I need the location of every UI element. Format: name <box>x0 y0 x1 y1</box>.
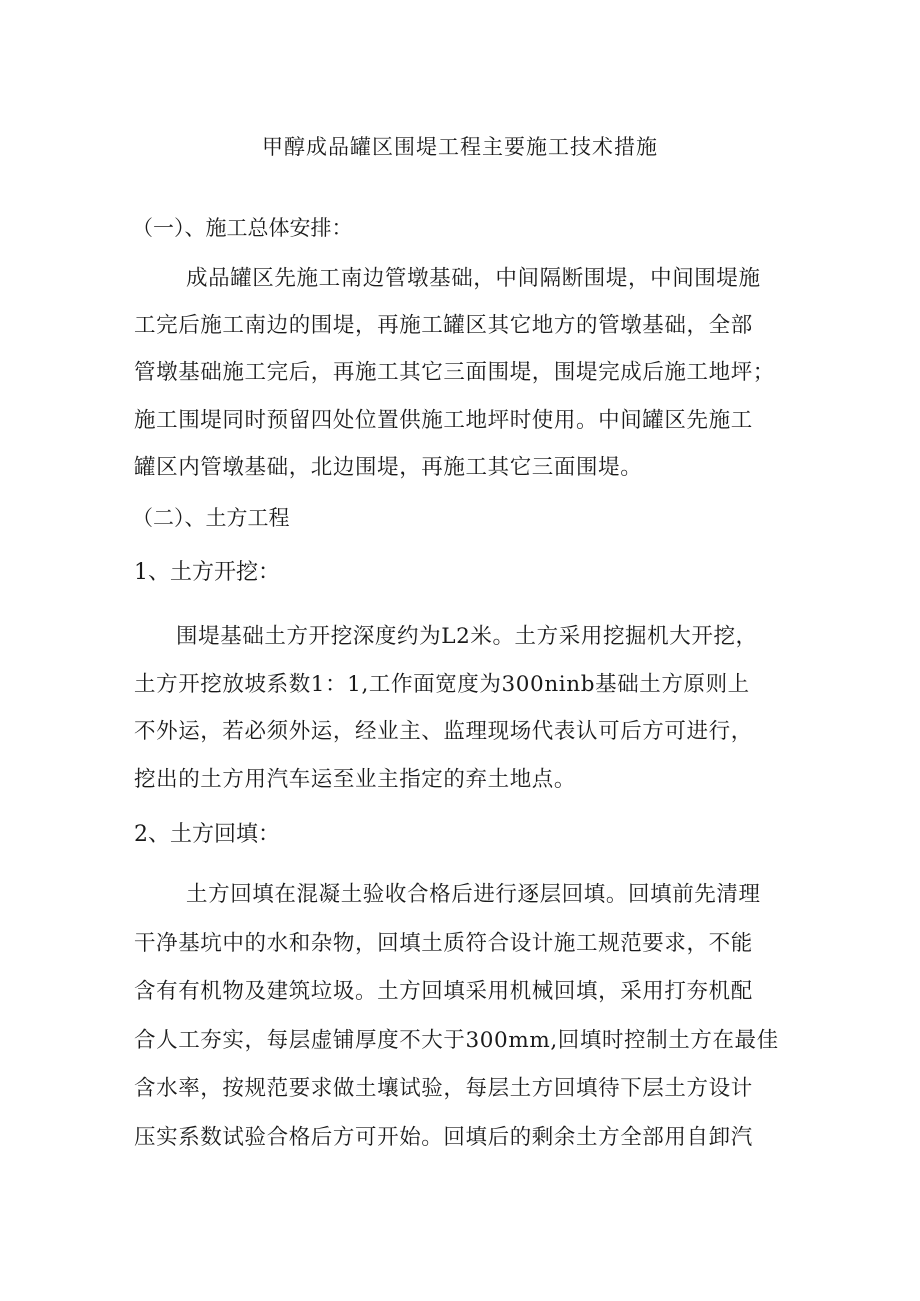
paragraph-line: 工完后施工南边的围堤，再施工罐区其它地方的管墩基础，全部 <box>134 313 753 338</box>
section-heading-earthwork: （二）、土方工程 <box>132 506 290 530</box>
item-heading-backfill: 2、土方回填： <box>134 822 280 847</box>
paragraph-line: 施工围堤同时预留四处位置供施工地坪时使用。中间罐区先施工 <box>134 408 753 433</box>
document-title: 甲醇成品罐区围堤工程主要施工技术措施 <box>262 135 658 159</box>
paragraph-line: 不外运，若必须外运，经业主、监理现场代表认可后方可进行， <box>134 719 753 744</box>
item-heading-excavation: 1、土方开挖： <box>134 560 280 585</box>
paragraph-line: 合人工夯实，每层虚铺厚度不大于300mm,回填时控制土方在最佳 <box>134 1028 779 1053</box>
paragraph-line: 含水率，按规范要求做土壤试验，每层土方回填待下层土方设计 <box>134 1076 753 1101</box>
paragraph-line: 成品罐区先施工南边管墩基础，中间隔断围堤，中间围堤施 <box>186 266 761 291</box>
paragraph-line: 土方回填在混凝土验收合格后进行逐层回填。回填前先清理 <box>186 882 761 907</box>
paragraph-line: 干净基坑中的水和杂物，回填土质符合设计施工规范要求，不能 <box>134 931 753 956</box>
paragraph-line: 罐区内管墩基础，北边围堤，再施工其它三面围堤。 <box>134 455 643 480</box>
paragraph-line: 管墩基础施工完后，再施工其它三面围堤，围堤完成后施工地坪； <box>134 360 775 385</box>
paragraph-line: 压实系数试验合格后方可开始。回填后的剩余土方全部用自卸汽 <box>134 1125 753 1150</box>
paragraph-line: 围堤基础土方开挖深度约为L2米。土方采用挖掘机大开挖， <box>176 624 758 649</box>
section-heading-general-arrangement: （一）、施工总体安排： <box>132 216 353 240</box>
paragraph-line: 含有有机物及建筑垃圾。土方回填采用机械回填，采用打夯机配 <box>134 979 753 1004</box>
paragraph-line: 挖出的土方用汽车运至业主指定的弃土地点。 <box>134 767 577 792</box>
paragraph-line: 土方开挖放坡系数1：1,工作面宽度为300ninb基础土方原则上 <box>134 672 750 697</box>
